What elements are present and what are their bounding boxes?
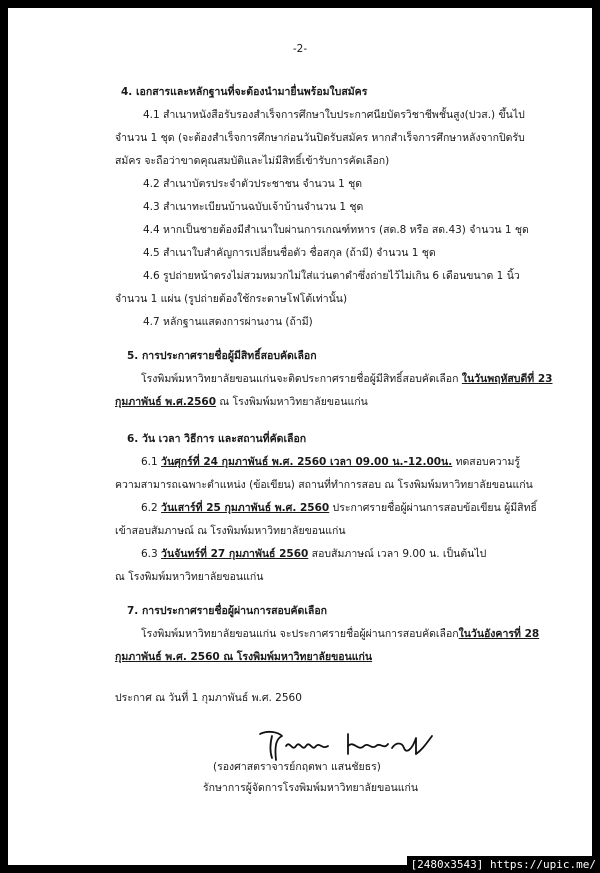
s6-item-2-date: วันเสาร์ที่ 25 กุมภาพันธ์ พ.ศ. 2560 bbox=[161, 502, 330, 514]
s6-item-1-text: ทดสอบความรู้ bbox=[452, 456, 521, 468]
s6-line-2: ความสามารถเฉพาะตำแหน่ง (ข้อเขียน) สถานที่ทำการสอบ ณ โรงพิมพ์มหาวิทยาลัยขอนแก่น bbox=[115, 479, 533, 491]
s4-line-4: 4.2 สำเนาบัตรประจำตัวประชาชน จำนวน 1 ชุด bbox=[143, 178, 363, 190]
section-7-heading: 7. การประกาศรายชื่อผู้ผ่านการสอบคัดเลือก bbox=[127, 605, 328, 617]
signature-image bbox=[256, 724, 436, 764]
s4-line-1: 4.1 สำเนาหนังสือรับรองสำเร็จการศึกษาใบประกาศนียบัตรวิชาชีพชั้นสูง(ปวส.) ขึ้นไป bbox=[143, 109, 525, 121]
s5-line-1 bbox=[141, 372, 552, 387]
s7-line-1 bbox=[141, 627, 539, 642]
s6-line-1 bbox=[141, 455, 520, 470]
s6-item-3-date: วันจันทร์ที่ 27 กุมภาพันธ์ 2560 bbox=[161, 548, 309, 560]
s4-line-8: 4.6 รูปถ่ายหน้าตรงไม่สวมหมวกไม่ใส่แว่นตาดำซึ่งถ่ายไว้ไม่เกิน 6 เดือนขนาด 1 นิ้ว bbox=[143, 270, 520, 282]
s5-date-part-1: ในวันพฤหัสบดีที่ 23 bbox=[461, 373, 553, 385]
s6-item-3-text: สอบสัมภาษณ์ เวลา 9.00 น. เป็นต้นไป bbox=[308, 548, 487, 560]
s6-line-4: เข้าสอบสัมภาษณ์ ณ โรงพิมพ์มหาวิทยาลัยขอนแก่น bbox=[115, 525, 346, 537]
s6-item-1-number: 6.1 bbox=[141, 456, 162, 468]
s6-item-2-text: ประกาศรายชื่อผู้ผ่านการสอบข้อเขียน ผู้มีสิทธิ์ bbox=[329, 502, 537, 514]
announcement-date: ประกาศ ณ วันที่ 1 กุมภาพันธ์ พ.ศ. 2560 bbox=[115, 692, 302, 704]
s7-line-1-text: โรงพิมพ์มหาวิทยาลัยขอนแก่น จะประกาศรายชื่อผู้ผ่านการสอบคัดเลือก bbox=[141, 628, 459, 640]
s4-line-6: 4.4 หากเป็นชายต้องมีสำเนาใบผ่านการเกณฑ์ทหาร (สด.8 หรือ สด.43) จำนวน 1 ชุด bbox=[143, 224, 529, 236]
s5-line-2 bbox=[115, 395, 368, 410]
s6-item-3-number: 6.3 bbox=[141, 548, 162, 560]
section-6-heading: 6. วัน เวลา วิธีการ และสถานที่คัดเลือก bbox=[127, 433, 307, 445]
s4-line-9: จำนวน 1 แผ่น (รูปถ่ายต้องใช้กระดาษโฟโต้เท่านั้น) bbox=[115, 293, 348, 305]
signer-title: รักษาการผู้จัดการโรงพิมพ์มหาวิทยาลัยขอนแก่น bbox=[203, 782, 419, 794]
s4-line-2: จำนวน 1 ชุด (จะต้องสำเร็จการศึกษาก่อนวันปิดรับสมัคร หากสำเร็จการศึกษาหลังจากปิดรับ bbox=[115, 132, 525, 144]
section-5-heading: 5. การประกาศรายชื่อผู้มีสิทธิ์สอบคัดเลือก bbox=[127, 350, 317, 362]
s7-line-2: กุมภาพันธ์ พ.ศ. 2560 ณ โรงพิมพ์มหาวิทยาลัยขอนแก่น bbox=[115, 651, 373, 663]
s5-line-1-text: โรงพิมพ์มหาวิทยาลัยขอนแก่นจะติดประกาศรายชื่อผู้มีสิทธิ์สอบคัดเลือก bbox=[141, 373, 462, 385]
section-4-heading: 4. เอกสารและหลักฐานที่จะต้องนำมายื่นพร้อมใบสมัคร bbox=[121, 86, 368, 98]
s6-item-2-number: 6.2 bbox=[141, 502, 162, 514]
s5-date-part-2: กุมภาพันธ์ พ.ศ.2560 bbox=[115, 396, 217, 408]
image-source-watermark: [2480x3543] https://upic.me/ bbox=[407, 856, 600, 873]
s4-line-7: 4.5 สำเนาใบสำคัญการเปลี่ยนชื่อตัว ชื่อสกุล (ถ้ามี) จำนวน 1 ชุด bbox=[143, 247, 436, 259]
s4-line-10: 4.7 หลักฐานแสดงการผ่านงาน (ถ้ามี) bbox=[143, 316, 313, 328]
signer-name: (รองศาสตราจารย์กฤตพา แสนชัยธร) bbox=[213, 761, 381, 773]
s4-line-3: สมัคร จะถือว่าขาดคุณสมบัติและไม่มีสิทธิ์เข้ารับการคัดเลือก) bbox=[115, 155, 390, 167]
s4-line-5: 4.3 สำเนาทะเบียนบ้านฉบับเจ้าบ้านจำนวน 1 ชุด bbox=[143, 201, 364, 213]
s6-line-3 bbox=[141, 501, 537, 516]
s6-item-1-datetime: วันศุกร์ที่ 24 กุมภาพันธ์ พ.ศ. 2560 เวลา 09.00 น.-12.00น. bbox=[161, 456, 453, 468]
s6-line-6: ณ โรงพิมพ์มหาวิทยาลัยขอนแก่น bbox=[115, 571, 264, 583]
document-page bbox=[8, 8, 592, 865]
s7-date-part-1: ในวันอังคารที่ 28 bbox=[458, 628, 540, 640]
s5-location: ณ โรงพิมพ์มหาวิทยาลัยขอนแก่น bbox=[216, 396, 368, 408]
s6-line-5 bbox=[141, 547, 486, 562]
page-number: -2- bbox=[292, 43, 308, 55]
